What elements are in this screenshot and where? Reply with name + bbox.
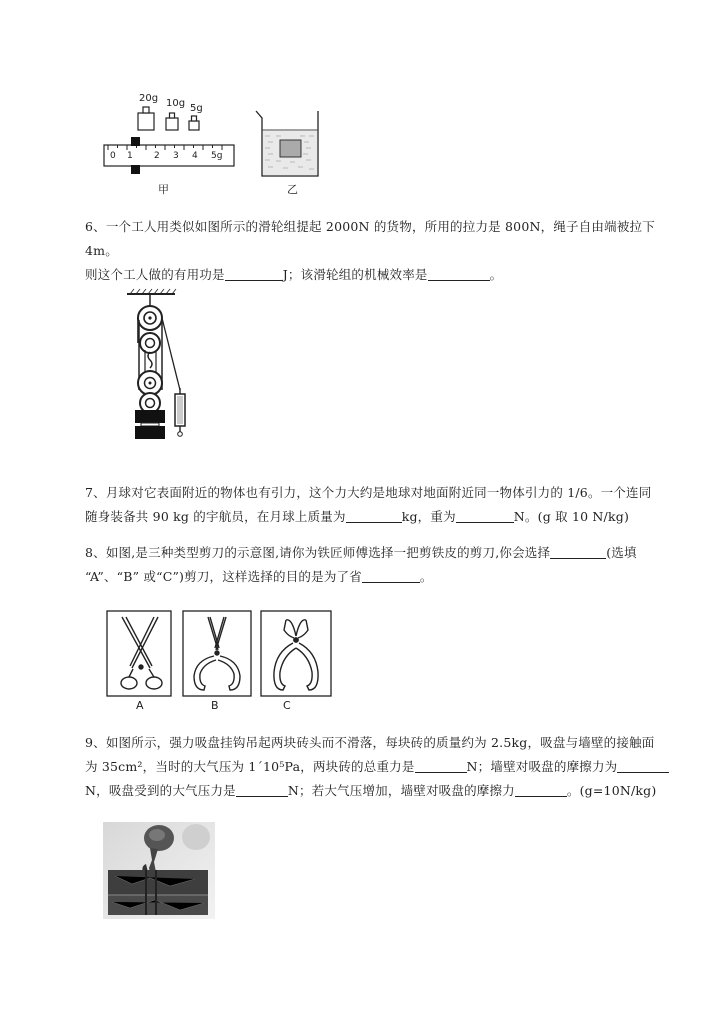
q9-text-c: N，吸盘受到的大气压力是 <box>85 783 236 798</box>
ruler-tick-4: 4 <box>192 151 198 161</box>
q8-text-d: 。 <box>419 569 433 584</box>
q7-line1: 7、月球对它表面附近的物体也有引力，这个力大约是地球对地面附近同一物体引力的 1/6。一个连同 <box>85 485 652 500</box>
ruler-tick-0: 0 <box>110 151 116 161</box>
weight-label-20g: 20g <box>139 93 159 104</box>
ruler-tick-1: 1 <box>127 151 133 161</box>
q9-text-a: 为 35cm²，当时的大气压为 1´10⁵Pa，两块砖的总重力是 <box>85 759 415 774</box>
ruler-tick-2: 2 <box>154 151 160 161</box>
q6-line1: 6、一个工人用类似如图所示的滑轮组提起 2000N 的货物，所用的拉力是 800N，绳子自由端被拉下 4m。 <box>85 219 655 258</box>
scissors-label-a: A <box>136 699 144 712</box>
q6-text-c: 。 <box>489 267 503 282</box>
ruler-tick-5g: 5g <box>211 151 223 161</box>
caption-jia: 甲 <box>158 183 169 196</box>
ruler-tick-3: 3 <box>173 151 179 161</box>
weight-label-5g: 5g <box>190 103 203 114</box>
scissors-label-c: C <box>283 699 291 712</box>
caption-yi: 乙 <box>287 183 298 196</box>
q6-text-a: 则这个工人做的有用功是 <box>85 267 225 282</box>
q8-text-a: 8、如图,是三种类型剪刀的示意图,请你为铁匠师傅选择一把剪铁皮的剪刀,你会选择 <box>85 545 551 560</box>
scissors-label-b: B <box>211 699 219 712</box>
q9-text-e: 。(g=10N/kg) <box>566 783 657 798</box>
q9-text-d: N；若大气压增加，墙壁对吸盘的摩擦力 <box>287 783 515 798</box>
q6-text-b: J；该滑轮组的机械效率是 <box>282 267 428 282</box>
q7-text-b: kg，重为 <box>401 509 456 524</box>
q7-text-c: N。(g 取 10 N/kg) <box>513 509 630 524</box>
q9-text-b: N；墙壁对吸盘的摩擦力为 <box>466 759 618 774</box>
weight-label-10g: 10g <box>166 98 186 109</box>
q8-text-c: “A”、“B” 或“C”)剪刀，这样选择的目的是为了省 <box>85 569 362 584</box>
q9-line1: 9、如图所示，强力吸盘挂钩吊起两块砖头而不滑落，每块砖的质量约为 2.5kg，吸盘与墙壁的接触面 <box>85 735 655 750</box>
q7-text-a: 随身装备共 90 kg 的宇航员，在月球上质量为 <box>85 509 346 524</box>
q8-text-b: (选填 <box>606 545 637 560</box>
